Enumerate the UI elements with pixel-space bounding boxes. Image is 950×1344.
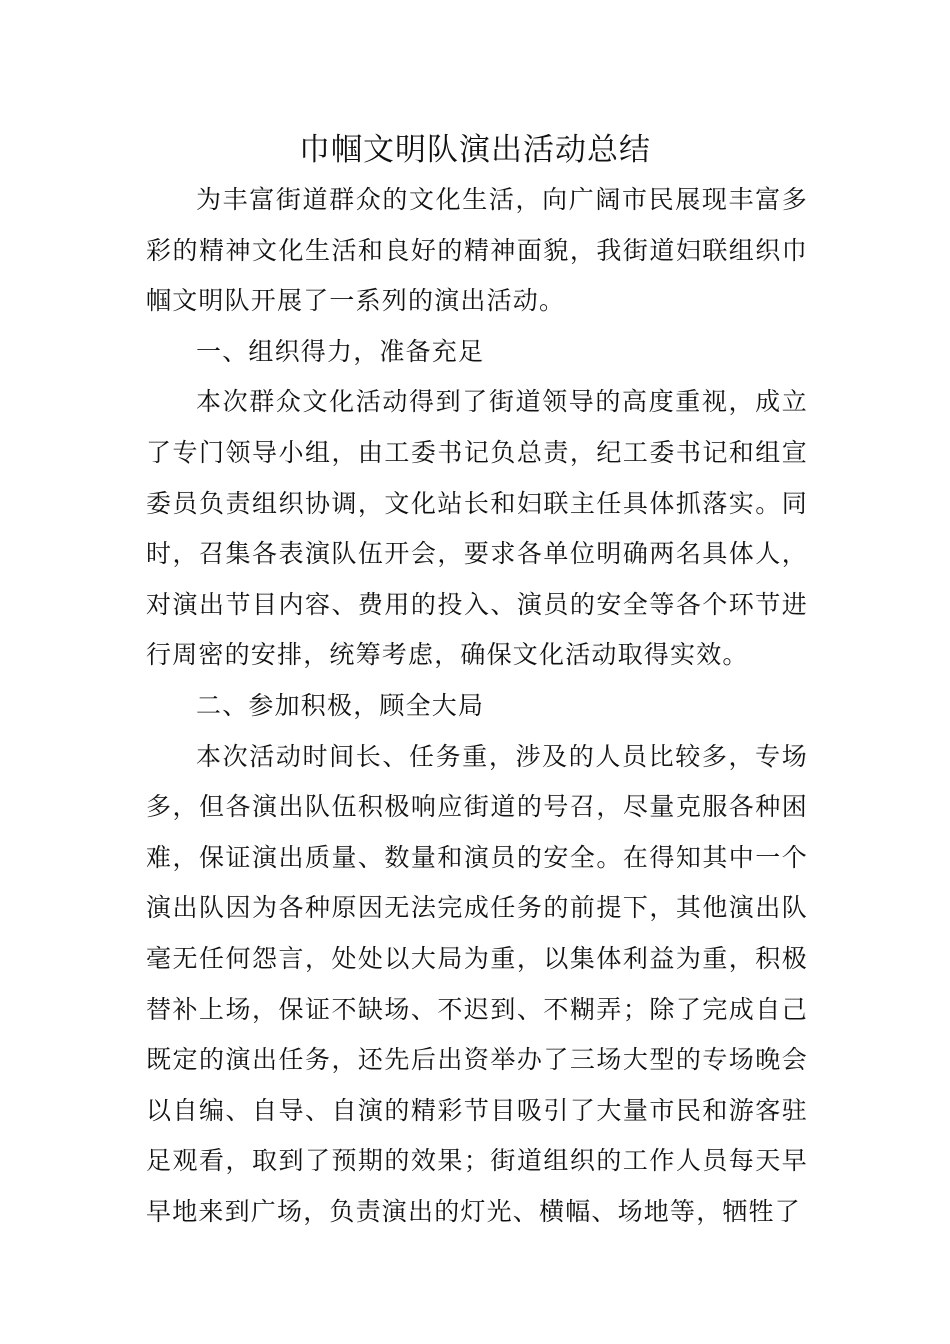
section-heading-2: 二、参加积极，顾全大局 bbox=[196, 690, 485, 720]
section-1-paragraph: 本次群众文化活动得到了街道领导的高度重视，成立了专门领导小组，由工委书记负总责，纪工委书记和组宣委员负责组织协调，文化站长和妇联主任具体抓落实。同时，召集各表演队伍开会，要求各单位明确两名具体人，对演出节目内容、费用的投入、演员的安全等各个环节进行周密的安排，统筹考虑，确保文化活动取得实效。 bbox=[146, 387, 808, 670]
document-title: 巾帼文明队演出活动总结 bbox=[299, 132, 651, 168]
document-body bbox=[146, 175, 808, 1237]
section-heading-1: 一、组织得力，准备充足 bbox=[196, 336, 485, 366]
section-2-paragraph: 本次活动时间长、任务重，涉及的人员比较多，专场多，但各演出队伍积极响应街道的号召，尽量克服各种困难，保证演出质量、数量和演员的安全。在得知其中一个演出队因为各种原因无法完成任务的前提下，其他演出队毫无任何怨言，处处以大局为重，以集体利益为重，积极替补上场，保证不缺场、不迟到、不糊弄；除了完成自己既定的演出任务，还先后出资举办了三场大型的专场晚会以自编、自导、自演的精彩节目吸引了大量市民和游客驻足观看，取到了预期的效果；街道组织的工作人员每天早早地来到广场，负责演出的灯光、横幅、场地等，牺牲了 bbox=[146, 741, 808, 1226]
intro-paragraph: 为丰富街道群众的文化生活，向广阔市民展现丰富多彩的精神文化生活和良好的精神面貌，我街道妇联组织巾帼文明队开展了一系列的演出活动。 bbox=[146, 185, 808, 316]
